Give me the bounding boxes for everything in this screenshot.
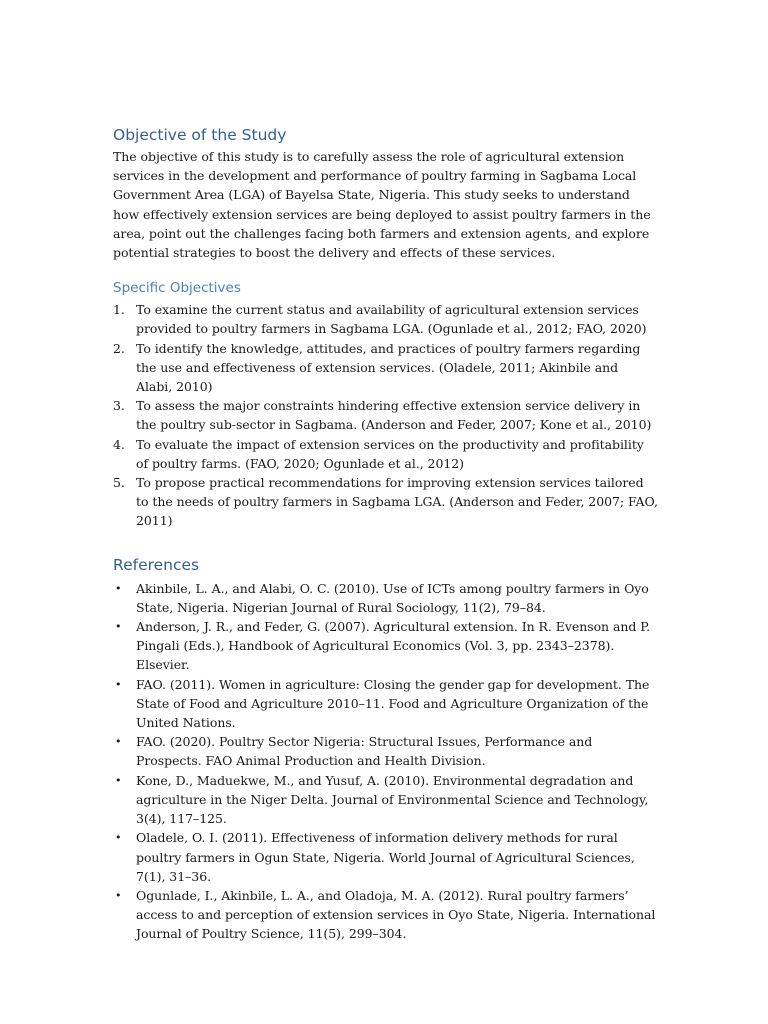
reference-item	[113, 732, 658, 770]
objective-number: 5.	[113, 475, 125, 491]
specific-objectives-heading: Specific Objectives	[113, 280, 241, 297]
objective-number: 1.	[113, 302, 125, 318]
reference-text: Oladele, O. I. (2011). Effectiveness of information delivery methods for rural poultry farmers in Ogun State, Nigeria. World Journal of Agricultural Sciences, 7(1), 31–36.	[136, 830, 635, 884]
reference-text: Anderson, J. R., and Feder, G. (2007). Agricultural extension. In R. Evenson and P. Pingali (Eds.), Handbook of Agricultural Economics (Vol. 3, pp. 2343–2378). Elsevier.	[136, 619, 650, 673]
objective-item	[113, 396, 658, 434]
reference-item	[113, 579, 658, 617]
reference-text: Kone, D., Maduekwe, M., and Yusuf, A. (2010). Environmental degradation and agriculture in the Niger Delta. Journal of Environmental Science and Technology, 3(4), 117–125.	[136, 772, 649, 827]
bullet-icon: •	[115, 581, 122, 595]
objective-item	[113, 300, 658, 338]
objective-heading: Objective of the Study	[113, 126, 287, 144]
reference-item	[113, 771, 658, 829]
objective-number: 3.	[113, 398, 125, 414]
references-heading: References	[113, 555, 200, 574]
bullet-icon: •	[115, 773, 122, 787]
objective-number: 2.	[113, 340, 125, 356]
reference-text: Ogunlade, I., Akinbile, L. A., and Oladoja, M. A. (2012). Rural poultry farmers’ access to and perception of extension services in Oyo State, Nigeria. International Journal of Poultry Science, 11(5), 299–304.	[136, 887, 656, 942]
objective-item	[113, 435, 658, 473]
objective-text: To propose practical recommendations for improving extension services tailored to the needs of poultry farmers in Sagbama LGA. (Anderson and Feder, 2007; FAO, 2011)	[136, 475, 658, 529]
objective-text: To examine the current status and availability of agricultural extension services provided to poultry farmers in Sagbama LGA. (Ogunlade et al., 2012; FAO, 2020)	[136, 302, 647, 337]
reference-text: Akinbile, L. A., and Alabi, O. C. (2010). Use of ICTs among poultry farmers in Oyo State, Nigeria. Nigerian Journal of Rural Sociology, 11(2), 79–84.	[136, 580, 649, 615]
objective-item	[113, 473, 658, 531]
bullet-icon: •	[115, 735, 122, 749]
reference-item	[113, 617, 658, 675]
reference-item	[113, 828, 658, 886]
references-list	[113, 579, 658, 944]
reference-text: FAO. (2020). Poultry Sector Nigeria: Structural Issues, Performance and Prospects. FAO Animal Production and Health Division.	[136, 734, 593, 769]
objective-text: To identify the knowledge, attitudes, and practices of poultry farmers regarding the use and effectiveness of extension services. (Oladele, 2011; Akinbile and Alabi, 2010)	[136, 340, 641, 395]
spacer	[113, 262, 658, 278]
specific-objectives-list	[113, 300, 658, 530]
reference-text: FAO. (2011). Women in agriculture: Closing the gender gap for development. The State of Food and Agriculture 2010–11. Food and Agriculture Organization of the United Nations.	[136, 676, 650, 731]
bullet-icon: •	[115, 677, 122, 691]
bullet-icon: •	[115, 831, 122, 845]
objective-item	[113, 339, 658, 397]
bullet-icon: •	[115, 888, 122, 902]
objective-paragraph: The objective of this study is to carefully assess the role of agricultural extension services in the development and performance of poultry farming in Sagbama Local Government Area (LGA) of Bayelsa State, Nigeria. This study seeks to understand how effectively extension services are being deployed to assist poultry farmers in the area, point out the challenges facing both farmers and extension agents, and explore potential strategies to boost the delivery and effects of these services.	[113, 149, 651, 261]
document-page	[113, 124, 658, 944]
objective-number: 4.	[113, 436, 125, 452]
objective-text: To assess the major constraints hindering effective extension service delivery in the poultry sub-sector in Sagbama. (Anderson and Feder, 2007; Kone et al., 2010)	[136, 398, 652, 433]
objective-text: To evaluate the impact of extension services on the productivity and profitability of poultry farms. (FAO, 2020; Ogunlade et al., 2012)	[136, 436, 644, 471]
spacer	[113, 531, 658, 554]
bullet-icon: •	[115, 620, 122, 634]
reference-item	[113, 886, 658, 944]
reference-item	[113, 675, 658, 733]
